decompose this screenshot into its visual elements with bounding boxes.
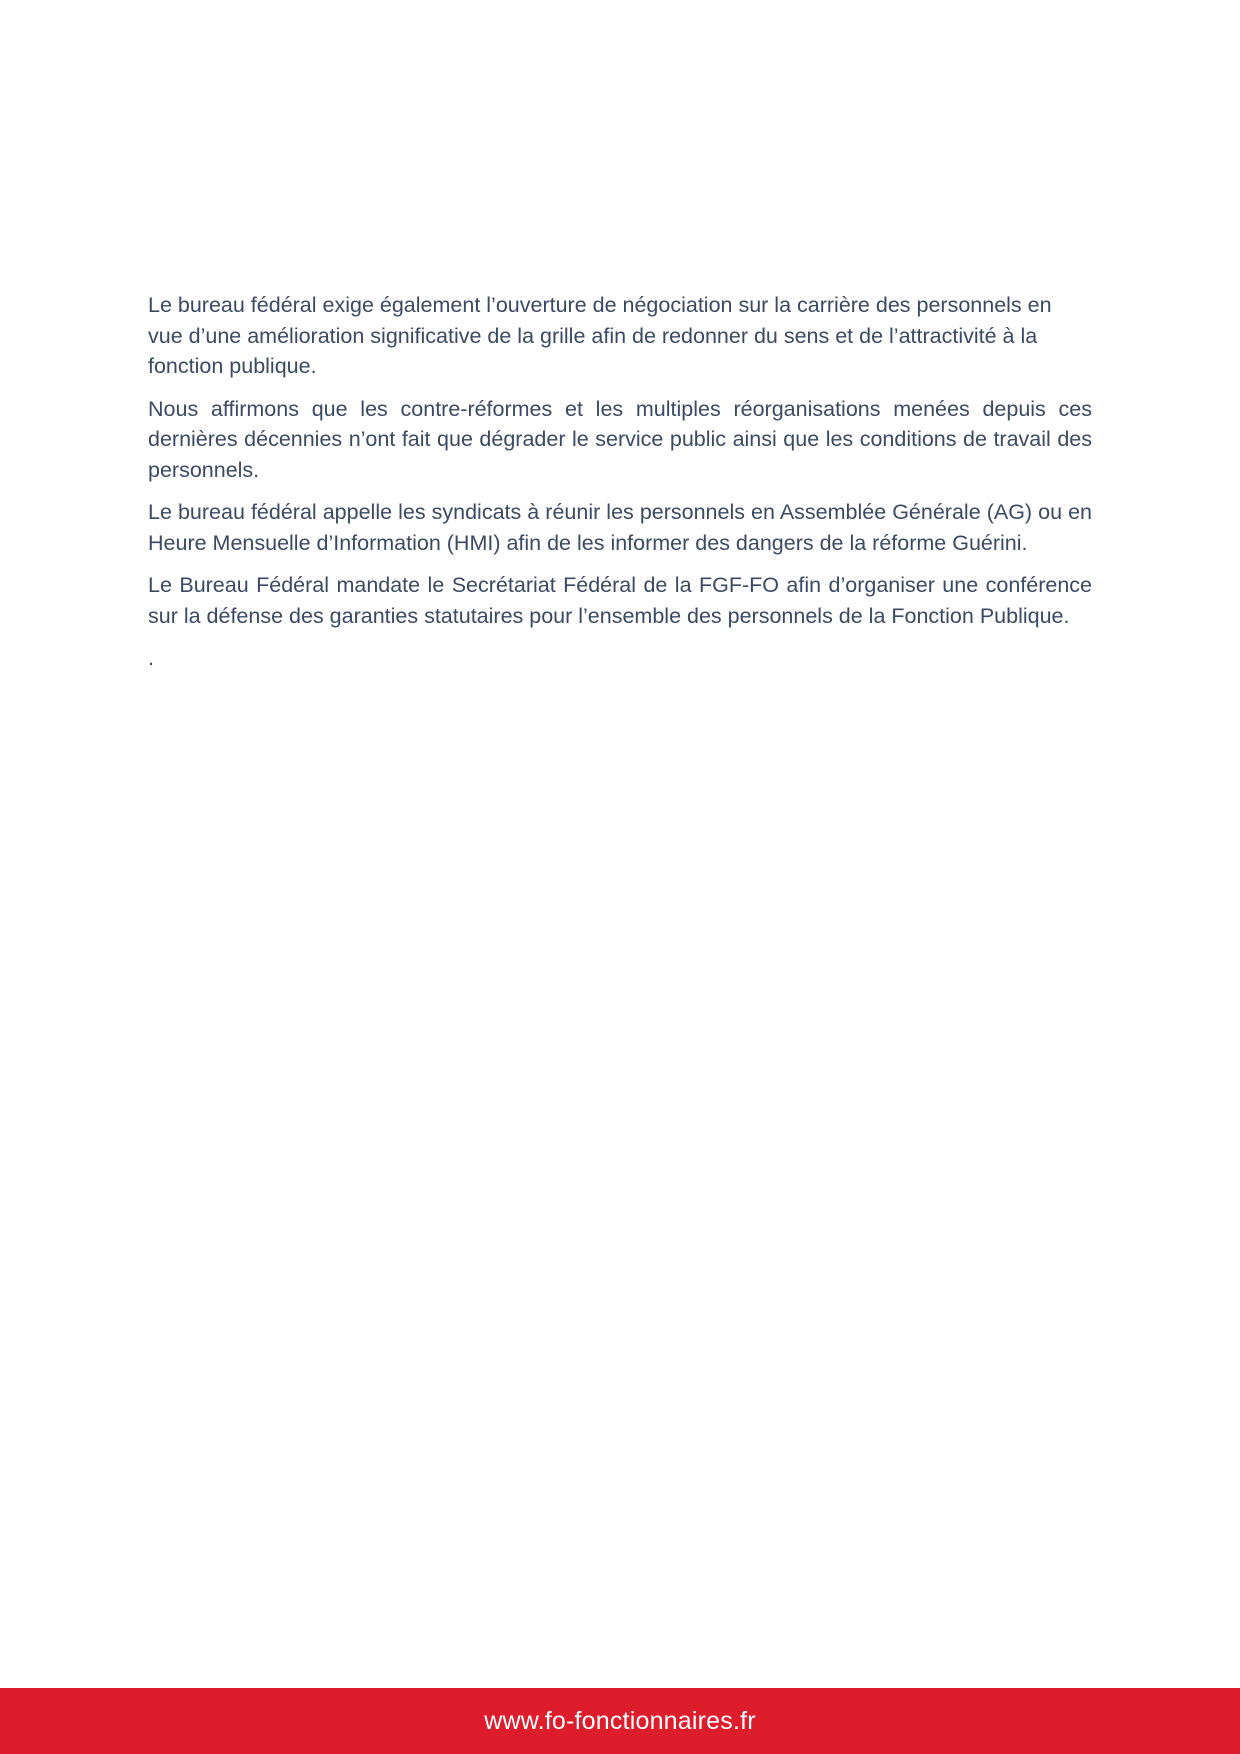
- trailing-period: .: [148, 646, 154, 670]
- paragraph-general-assembly: Le bureau fédéral appelle les syndicats à réunir les personnels en Assemblée Générale (AG) ou en Heure Mensuelle d’Information (HMI) afin de les informer des dangers de la réforme Guérini.: [148, 500, 1092, 555]
- footer-website-link[interactable]: www.fo-fonctionnaires.fr: [484, 1706, 756, 1735]
- document-body: [148, 290, 1092, 686]
- footer-bar: [0, 1688, 1240, 1754]
- paragraph-conference-mandate: Le Bureau Fédéral mandate le Secrétariat Fédéral de la FGF-FO afin d’organiser une conférence sur la défense des garanties statutaires pour l’ensemble des personnels de la Fonction Publique.: [148, 573, 1092, 628]
- paragraph-negotiation: Le bureau fédéral exige également l’ouverture de négociation sur la carrière des personnels en vue d’une amélioration significative de la grille afin de redonner du sens et de l’attractivité à la fonction publique.: [148, 293, 1052, 378]
- paragraph-counter-reforms: Nous affirmons que les contre-réformes et les multiples réorganisations menées depuis ces dernières décennies n’ont fait que dégrader le service public ainsi que les conditions de travail des personnels.: [148, 396, 1092, 482]
